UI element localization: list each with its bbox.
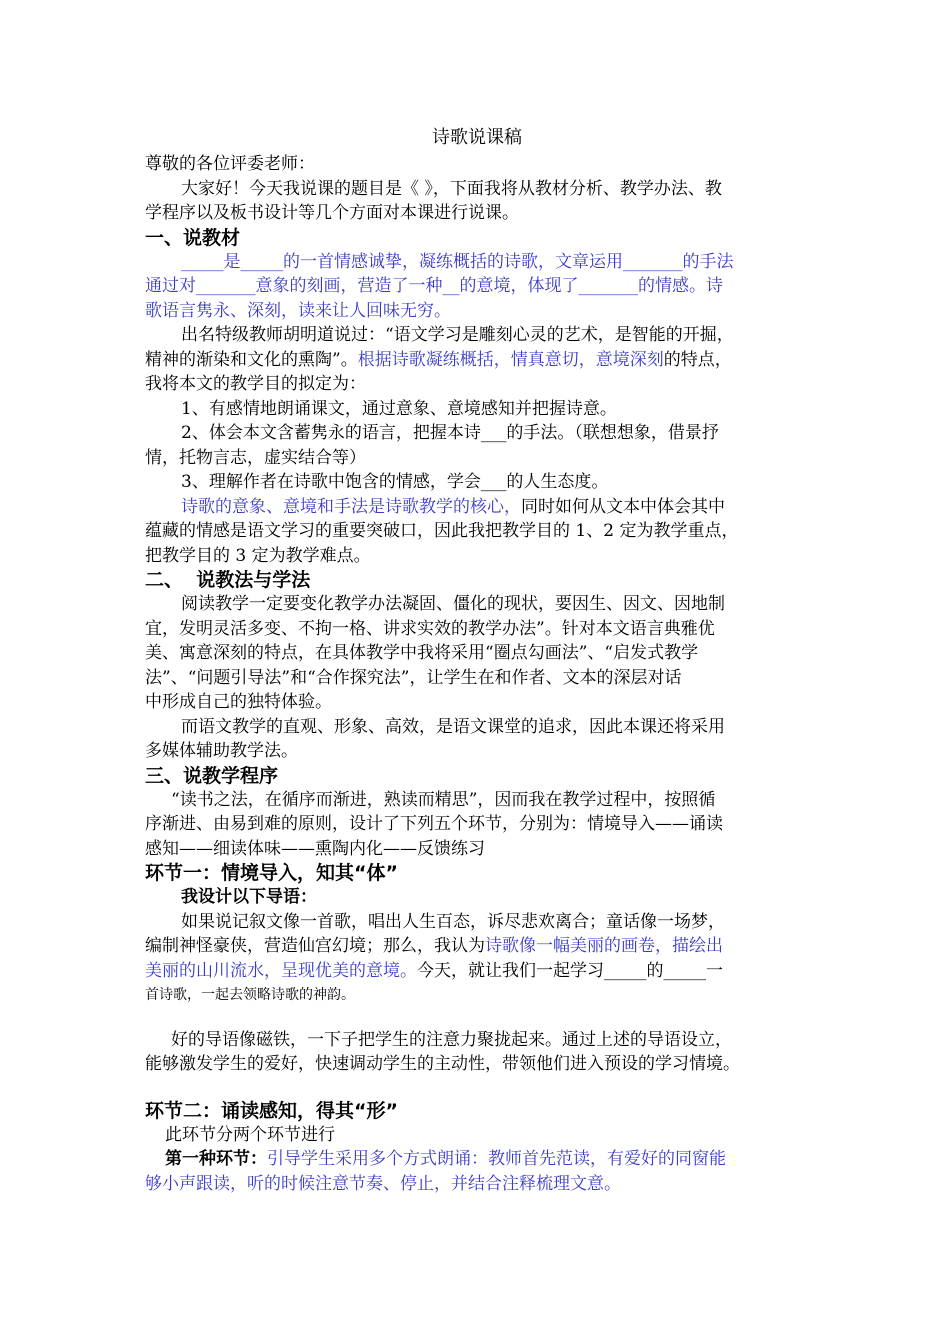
text-run: 精神的渐染和文化的熏陶”。 <box>145 349 358 370</box>
paragraph-line: _____是_____的一首情感诚挚，凝练概括的诗歌，文章运用_______的手法 <box>181 251 734 272</box>
paragraph-line <box>145 959 809 984</box>
paragraph-line: 阅读教学一定要变化教学办法凝固、僵化的现状，要因生、因文、因地制 <box>181 594 725 614</box>
paragraph-line: 好的导语像磁铁，一下子把学生的注意力聚拢起来。通过上述的导语设立， <box>171 1029 732 1050</box>
step-label: 第一种环节： <box>165 1149 267 1169</box>
paragraph-line: 我将本文的教学目的拟定为： <box>145 374 366 394</box>
goal-item-continued: 情，托物言志，虚实结合等） <box>145 447 366 468</box>
paragraph-line: 多媒体辅助教学法。 <box>145 741 298 761</box>
paragraph-line <box>145 1147 809 1172</box>
page-title: 诗歌说课稿 <box>432 127 522 148</box>
highlight-text: 诗歌的意象、意境和手法是诗歌教学的核心， <box>181 496 521 517</box>
paragraph-line: 如果说记叙文像一首歌，唱出人生百态，诉尽悲欢离合；童话像一场梦， <box>181 911 725 932</box>
greeting: 尊敬的各位评委老师： <box>145 154 315 174</box>
paragraph-line: “读书之法，在循序而渐进，熟读而精思”，因而我在教学过程中，按照循 <box>171 789 716 810</box>
section-heading-procedure: 三、说教学程序 <box>145 764 279 787</box>
paragraph-line: 法”、“问题引导法”和“合作探究法”，让学生在和作者、文本的深层对话 <box>145 667 682 688</box>
text-run: 的特点， <box>663 349 732 370</box>
paragraph-line <box>145 934 809 959</box>
paragraph-line: 蕴藏的情感是语文学习的重要突破口，因此我把教学目的 1、2 定为教学重点， <box>145 521 739 541</box>
goal-item: 1、有感情地朗诵课文，通过意象、意境感知并把握诗意。 <box>181 398 617 419</box>
highlight-text: 根据诗歌凝练概括，情真意切，意境深刻 <box>357 349 664 370</box>
step-heading: 环节二：诵读感知，得其“形” <box>145 1099 398 1122</box>
paragraph-line: 美、寓意深刻的特点，在具体教学中我将采用“圈点勾画法”、“启发式教学 <box>145 643 699 663</box>
paragraph-line: 感知——细读体味——熏陶内化——反馈练习 <box>145 838 485 859</box>
intro-line: 大家好！今天我说课的题目是《 》，下面我将从教材分析、教学办法、教 <box>181 178 722 199</box>
step-heading: 环节一：情境导入，知其“体” <box>145 862 398 884</box>
paragraph-line: 首诗歌，一起去领略诗歌的神韵。 <box>145 987 355 1003</box>
paragraph-line: 宜，发明灵活多变、不拘一格、讲求实效的教学办法”。针对本文语言典雅优 <box>145 618 715 639</box>
paragraph-line: 够小声跟读，听的时候注意节奏、停止，并结合注释梳理文意。 <box>145 1173 621 1194</box>
text-run: 同时如何从文本中体会其中 <box>521 496 725 517</box>
paragraph-line: 把教学目的 3 定为教学难点。 <box>145 545 371 566</box>
text-run: 今天，就让我们一起学习_____的_____一 <box>417 960 723 981</box>
paragraph-line: 而语文教学的直观、形象、高效，是语文课堂的追求，因此本课还将采用 <box>181 716 725 737</box>
goal-item: 3、理解作者在诗歌中饱含的情感，学会___的人生态度。 <box>181 472 609 492</box>
paragraph-line: 通过对_______意象的刻画，营造了一种__的意境，体现了_______的情感。诗 <box>145 276 723 296</box>
paragraph-line: 中形成自己的独特体验。 <box>145 692 332 712</box>
document-page <box>145 124 809 1196</box>
paragraph-line: 序渐进、由易到难的原则，设计了下列五个环节，分别为：情境导入——诵读 <box>145 814 723 834</box>
highlight-text: 引导学生采用多个方式朗诵：教师首先范读，有爱好的同窗能 <box>267 1149 726 1169</box>
section-heading-textbook: 一、说教材 <box>145 226 241 249</box>
paragraph-line: 出名特级教师胡明道说过：“语文学习是雕刻心灵的艺术，是智能的开掘， <box>181 325 734 345</box>
intro-line: 学程序以及板书设计等几个方面对本课进行说课。 <box>145 203 519 223</box>
section-heading-methods: 二、 说教法与学法 <box>145 569 311 591</box>
paragraph-line <box>145 348 809 373</box>
paragraph-line: 能够激发学生的爱好，快速调动学生的主动性，带领他们进入预设的学习情境。 <box>145 1054 740 1074</box>
highlight-text: 美丽的山川流水，呈现优美的意境。 <box>145 960 417 981</box>
step-subheading: 我设计以下导语： <box>181 887 317 907</box>
text-run: 编制神怪豪侠，营造仙宫幻境；那么，我认为 <box>145 936 485 956</box>
goal-item: 2、体会本文含蓄隽永的语言，把握本诗___的手法。（联想想象，借景抒 <box>181 423 719 443</box>
paragraph-line: 歌语言隽永、深刻，读来让人回味无穷。 <box>145 300 451 321</box>
paragraph-line <box>145 495 809 520</box>
highlight-text: 诗歌像一幅美丽的画卷，描绘出 <box>485 936 723 956</box>
paragraph-line: 此环节分两个环节进行 <box>165 1124 335 1145</box>
